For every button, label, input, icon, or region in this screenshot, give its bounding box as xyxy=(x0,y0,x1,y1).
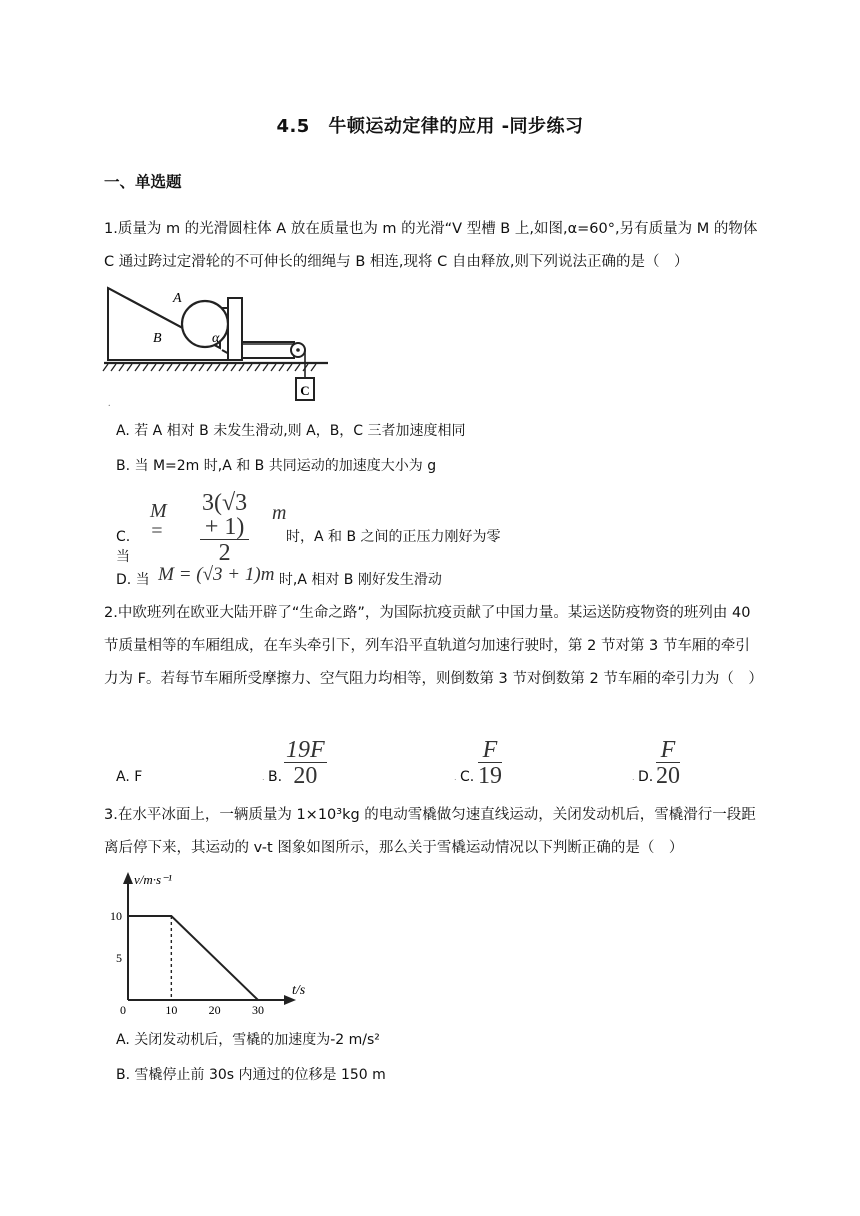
formula-d: M = (√3 + 1)m xyxy=(158,564,275,585)
q2-option-b-fraction xyxy=(284,738,327,789)
q2-option-c-fraction xyxy=(478,738,502,789)
q2-option-d-denominator: 20 xyxy=(656,763,680,789)
x-axis-label: t/s xyxy=(292,983,306,998)
formula-c-denominator: 2 xyxy=(218,540,231,566)
vt-chart xyxy=(108,866,318,1018)
section-heading: 一、单选题 xyxy=(104,173,182,191)
q2-option-d-fraction xyxy=(656,738,680,789)
page-title: 4.5 牛顿运动定律的应用 -同步练习 xyxy=(276,116,584,137)
figure-label-alpha: α xyxy=(212,331,220,346)
q2-option-c-numerator: F xyxy=(482,737,498,763)
q2-option-c-label: C. xyxy=(460,769,475,785)
q2-option-c[interactable]: . C. F 19 xyxy=(454,737,502,789)
q1-option-d[interactable] xyxy=(116,565,442,586)
q2-option-c-denominator: 19 xyxy=(478,763,502,789)
figure-label-a: A xyxy=(173,291,182,306)
y-tick-label: 10 xyxy=(110,909,122,923)
x-tick-label: 10 xyxy=(165,1003,178,1017)
q2-option-a[interactable]: A. F xyxy=(116,769,143,785)
q1-option-c-prefix: C. 当 xyxy=(116,529,131,565)
question-2-text: 2.中欧班列在欧亚大陆开辟了“生命之路”，为国际抗疫贡献了中国力量。某运送防疫物资的班列由 40 节质量相等的车厢组成，在车头牵引下，列车沿平直轨道匀加速行驶时，第 2 节对第 3 节车厢的牵引力为 F。若每节车厢所受摩擦力、空气阻力均相等，则倒数第 3 节对倒数第 2 节车厢的牵引力为（ ） xyxy=(104,605,763,687)
formula-c-lhs: M = xyxy=(150,500,167,542)
q2-option-d-label: D. xyxy=(638,769,654,785)
q1-option-b[interactable]: B. 当 M=2m 时,A 和 B 共同运动的加速度大小为 g xyxy=(116,458,437,474)
y-tick-label: 5 xyxy=(116,951,122,965)
q1-option-d-suffix: 时,A 相对 B 刚好发生滑动 xyxy=(278,572,442,588)
q2-option-b[interactable]: . B. 19F 20 xyxy=(262,737,325,789)
x-tick-label: 0 xyxy=(120,1003,126,1017)
q2-option-d-numerator: F xyxy=(660,737,676,763)
q1-option-c-suffix: 时，A 和 B 之间的正压力刚好为零 xyxy=(286,529,501,545)
y-axis-label: v/m·s⁻¹ xyxy=(134,872,172,887)
question-1-figure xyxy=(100,280,330,410)
q1-option-a[interactable]: A. 若 A 相对 B 未发生滑动,则 A，B，C 三者加速度相同 xyxy=(116,423,466,439)
figure-label-c: C xyxy=(300,383,310,398)
q1-option-d-prefix: D. 当 xyxy=(116,572,150,588)
formula-c-rhs: m xyxy=(272,502,287,524)
q3-option-b[interactable]: B. 雪橇停止前 30s 内通过的位移是 150 m xyxy=(116,1067,386,1083)
velocity-line xyxy=(128,916,258,1000)
q2-option-b-denominator: 20 xyxy=(293,763,318,789)
x-tick-label: 20 xyxy=(208,1003,221,1017)
svg-text:.: . xyxy=(108,398,111,409)
formula-c-numerator: 3(√3 + 1) xyxy=(202,490,248,540)
q2-option-b-numerator: 19F xyxy=(286,737,325,763)
q3-option-a[interactable]: A. 关闭发动机后，雪橇的加速度为-2 m/s² xyxy=(116,1032,380,1048)
y-axis-arrow xyxy=(123,872,133,884)
question-3-text: 3.在水平冰面上，一辆质量为 1×10³kg 的电动雪橇做匀速直线运动，关闭发动机后，雪橇滑行一段距离后停下来，其运动的 v-t 图象如图所示，那么关于雪橇运动情况以下判断正确的是（ ） xyxy=(104,807,756,856)
figure-label-b: B xyxy=(153,331,162,346)
x-tick-label: 30 xyxy=(252,1003,264,1017)
q2-option-b-label: B. xyxy=(268,769,283,785)
formula-c-fraction xyxy=(200,491,249,566)
q2-option-d[interactable]: . D. F 20 xyxy=(632,737,680,789)
question-1-text: 1.质量为 m 的光滑圆柱体 A 放在质量也为 m 的光滑“V 型槽 B 上,如图,α=60°,另有质量为 M 的物体 C 通过跨过定滑轮的不可伸长的细绳与 B 相连,现将 C 自由释放,则下列说法正确的是（ ） xyxy=(104,221,758,270)
